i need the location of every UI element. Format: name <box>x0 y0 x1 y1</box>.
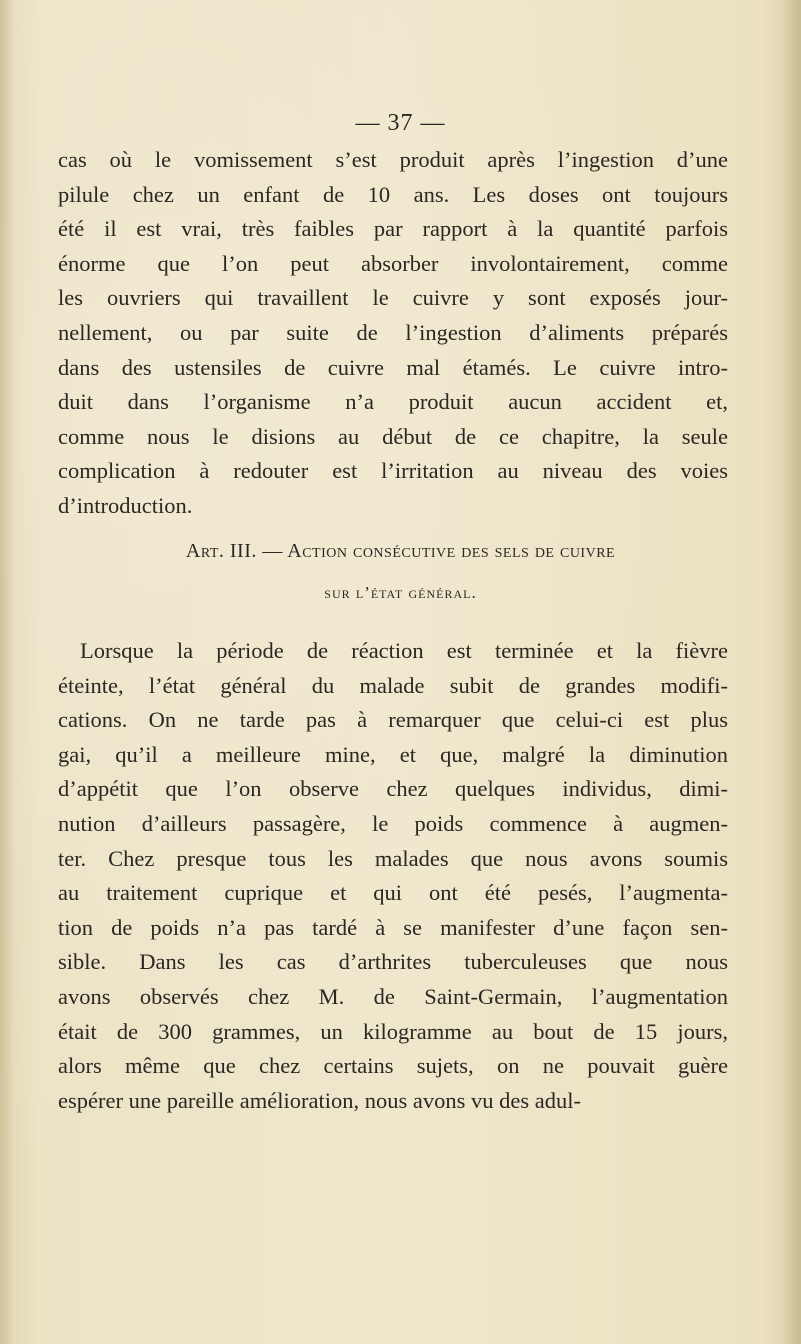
text-line: était de 300 grammes, un kilogramme au bout de 15 jours, <box>58 1018 728 1044</box>
text-line: avons observés chez M. de Saint-Germain, l’augmentation <box>58 983 728 1009</box>
text-line: gai, qu’il a meilleure mine, et que, malgré la diminution <box>58 741 728 767</box>
text-line: espérer une pareille amélioration, nous avons vu des adul- <box>58 1087 581 1113</box>
text-line: les ouvriers qui travaillent le cuivre y sont exposés jour- <box>58 285 728 311</box>
text-line: d’introduction. <box>58 492 193 518</box>
text-line: énorme que l’on peut absorber involontairement, comme <box>58 250 728 276</box>
text-line: comme nous le disions au début de ce chapitre, la seule <box>58 423 728 449</box>
text-line: été il est vrai, très faibles par rapport à la quantité parfois <box>58 216 728 242</box>
page-right-edge-shadow <box>781 0 801 1344</box>
text-line: pilule chez un enfant de 10 ans. Les doses ont toujours <box>58 181 728 207</box>
section-heading: Art. III. — Action consécutive des sels de cuivre <box>185 540 616 562</box>
text-line: duit dans l’organisme n’a produit aucun accident et, <box>58 389 728 415</box>
text-line: cas où le vomissement s’est produit après l’ingestion d’une <box>58 147 728 172</box>
section-heading-subline: sur l’état général. <box>324 583 477 602</box>
text-line: au traitement cuprique et qui ont été pesés, l’augmenta- <box>58 880 728 906</box>
text-line: sible. Dans les cas d’arthrites tuberculeuses que nous <box>58 949 728 975</box>
text-line: d’appétit que l’on observe chez quelques individus, dimi- <box>58 776 728 802</box>
text-line: ter. Chez presque tous les malades que nous avons soumis <box>58 845 728 871</box>
text-line: cations. On ne tarde pas à remarquer que celui-ci est plus <box>58 707 728 733</box>
page-left-edge-shadow <box>0 0 14 1344</box>
page-number: — 37 — <box>355 110 446 136</box>
text-line: éteinte, l’état général du malade subit de grandes modifi- <box>58 672 728 698</box>
text-line: dans des ustensiles de cuivre mal étamés. Le cuivre intro- <box>58 354 728 380</box>
text-line: nellement, ou par suite de l’ingestion d’aliments préparés <box>58 319 728 345</box>
paragraph-body <box>58 634 728 1118</box>
text-line: Lorsque la période de réaction est terminée et la fièvre <box>80 638 728 663</box>
text-line: alors même que chez certains sujets, on ne pouvait guère <box>58 1053 728 1079</box>
paragraph-continued <box>58 143 728 524</box>
text-line: tion de poids n’a pas tardé à se manifester d’une façon sen- <box>58 914 728 940</box>
text-line: nution d’ailleurs passagère, le poids commence à augmen- <box>58 810 728 836</box>
text-line: complication à redouter est l’irritation au niveau des voies <box>58 458 728 484</box>
